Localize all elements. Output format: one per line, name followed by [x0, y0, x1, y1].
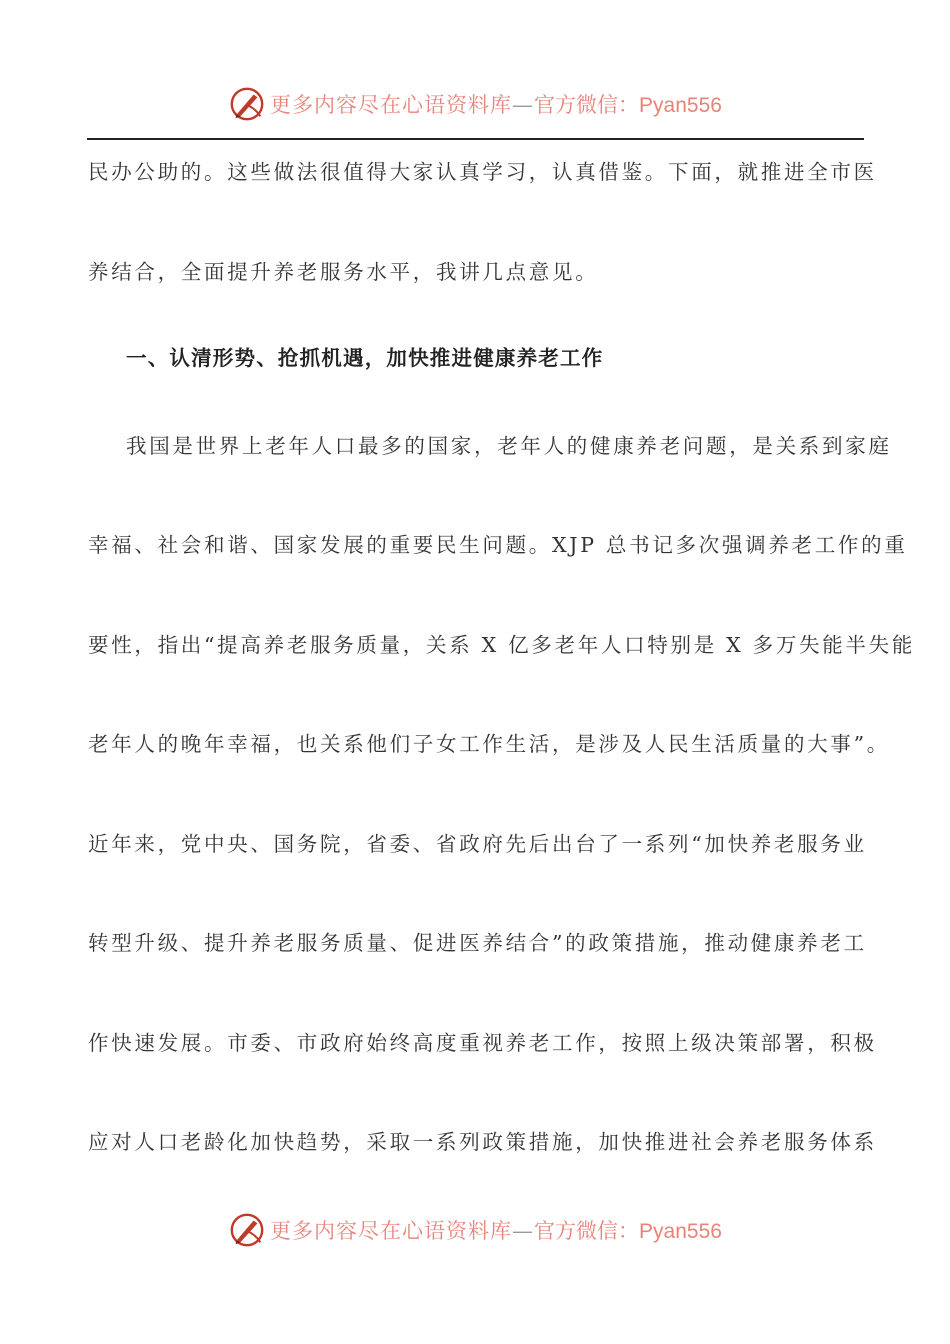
paragraph-line-5: 近年来，党中央、国务院，省委、省政府先后出台了一系列“加快养老服务业 — [88, 832, 867, 856]
header-divider — [87, 138, 864, 140]
header-banner — [0, 82, 950, 126]
banner-wechat-text: 官方微信：Pyan556 — [534, 1220, 722, 1243]
banner-wechat-text: 官方微信：Pyan556 — [534, 94, 722, 117]
banner-brand-text: 更多内容尽在心语资料库 — [270, 1219, 513, 1243]
banner-separator: — — [512, 93, 535, 117]
paragraph-line-2: 幸福、社会和谐、国家发展的重要民生问题。XJP 总书记多次强调养老工作的重 — [88, 533, 908, 557]
banner-brand-text: 更多内容尽在心语资料库 — [270, 93, 513, 117]
paragraph-line-1: 我国是世界上老年人口最多的国家，老年人的健康养老问题，是关系到家庭 — [126, 434, 892, 458]
paragraph-line-4: 老年人的晚年幸福，也关系他们子女工作生活，是涉及人民生活质量的大事”。 — [88, 732, 890, 756]
body-line-1: 民办公助的。这些做法很值得大家认真学习，认真借鉴。下面，就推进全市医 — [88, 160, 877, 184]
paragraph-line-8: 应对人口老龄化加快趋势，采取一系列政策措施，加快推进社会养老服务体系 — [88, 1130, 877, 1154]
section-heading: 一、认清形势、抢抓机遇，加快推进健康养老工作 — [126, 346, 604, 370]
body-line-2: 养结合，全面提升养老服务水平，我讲几点意见。 — [88, 260, 599, 284]
pen-logo-icon — [228, 1211, 266, 1249]
footer-banner — [0, 1208, 950, 1252]
paragraph-line-7: 作快速发展。市委、市政府始终高度重视养老工作，按照上级决策部署，积极 — [88, 1031, 877, 1055]
paragraph-line-6: 转型升级、提升养老服务质量、促进医养结合”的政策措施，推动健康养老工 — [88, 931, 867, 955]
paragraph-line-3: 要性，指出“提高养老服务质量，关系 X 亿多老年人口特别是 X 多万失能半失能 — [88, 633, 916, 657]
pen-logo-icon — [228, 85, 266, 123]
banner-separator: — — [512, 1219, 535, 1243]
